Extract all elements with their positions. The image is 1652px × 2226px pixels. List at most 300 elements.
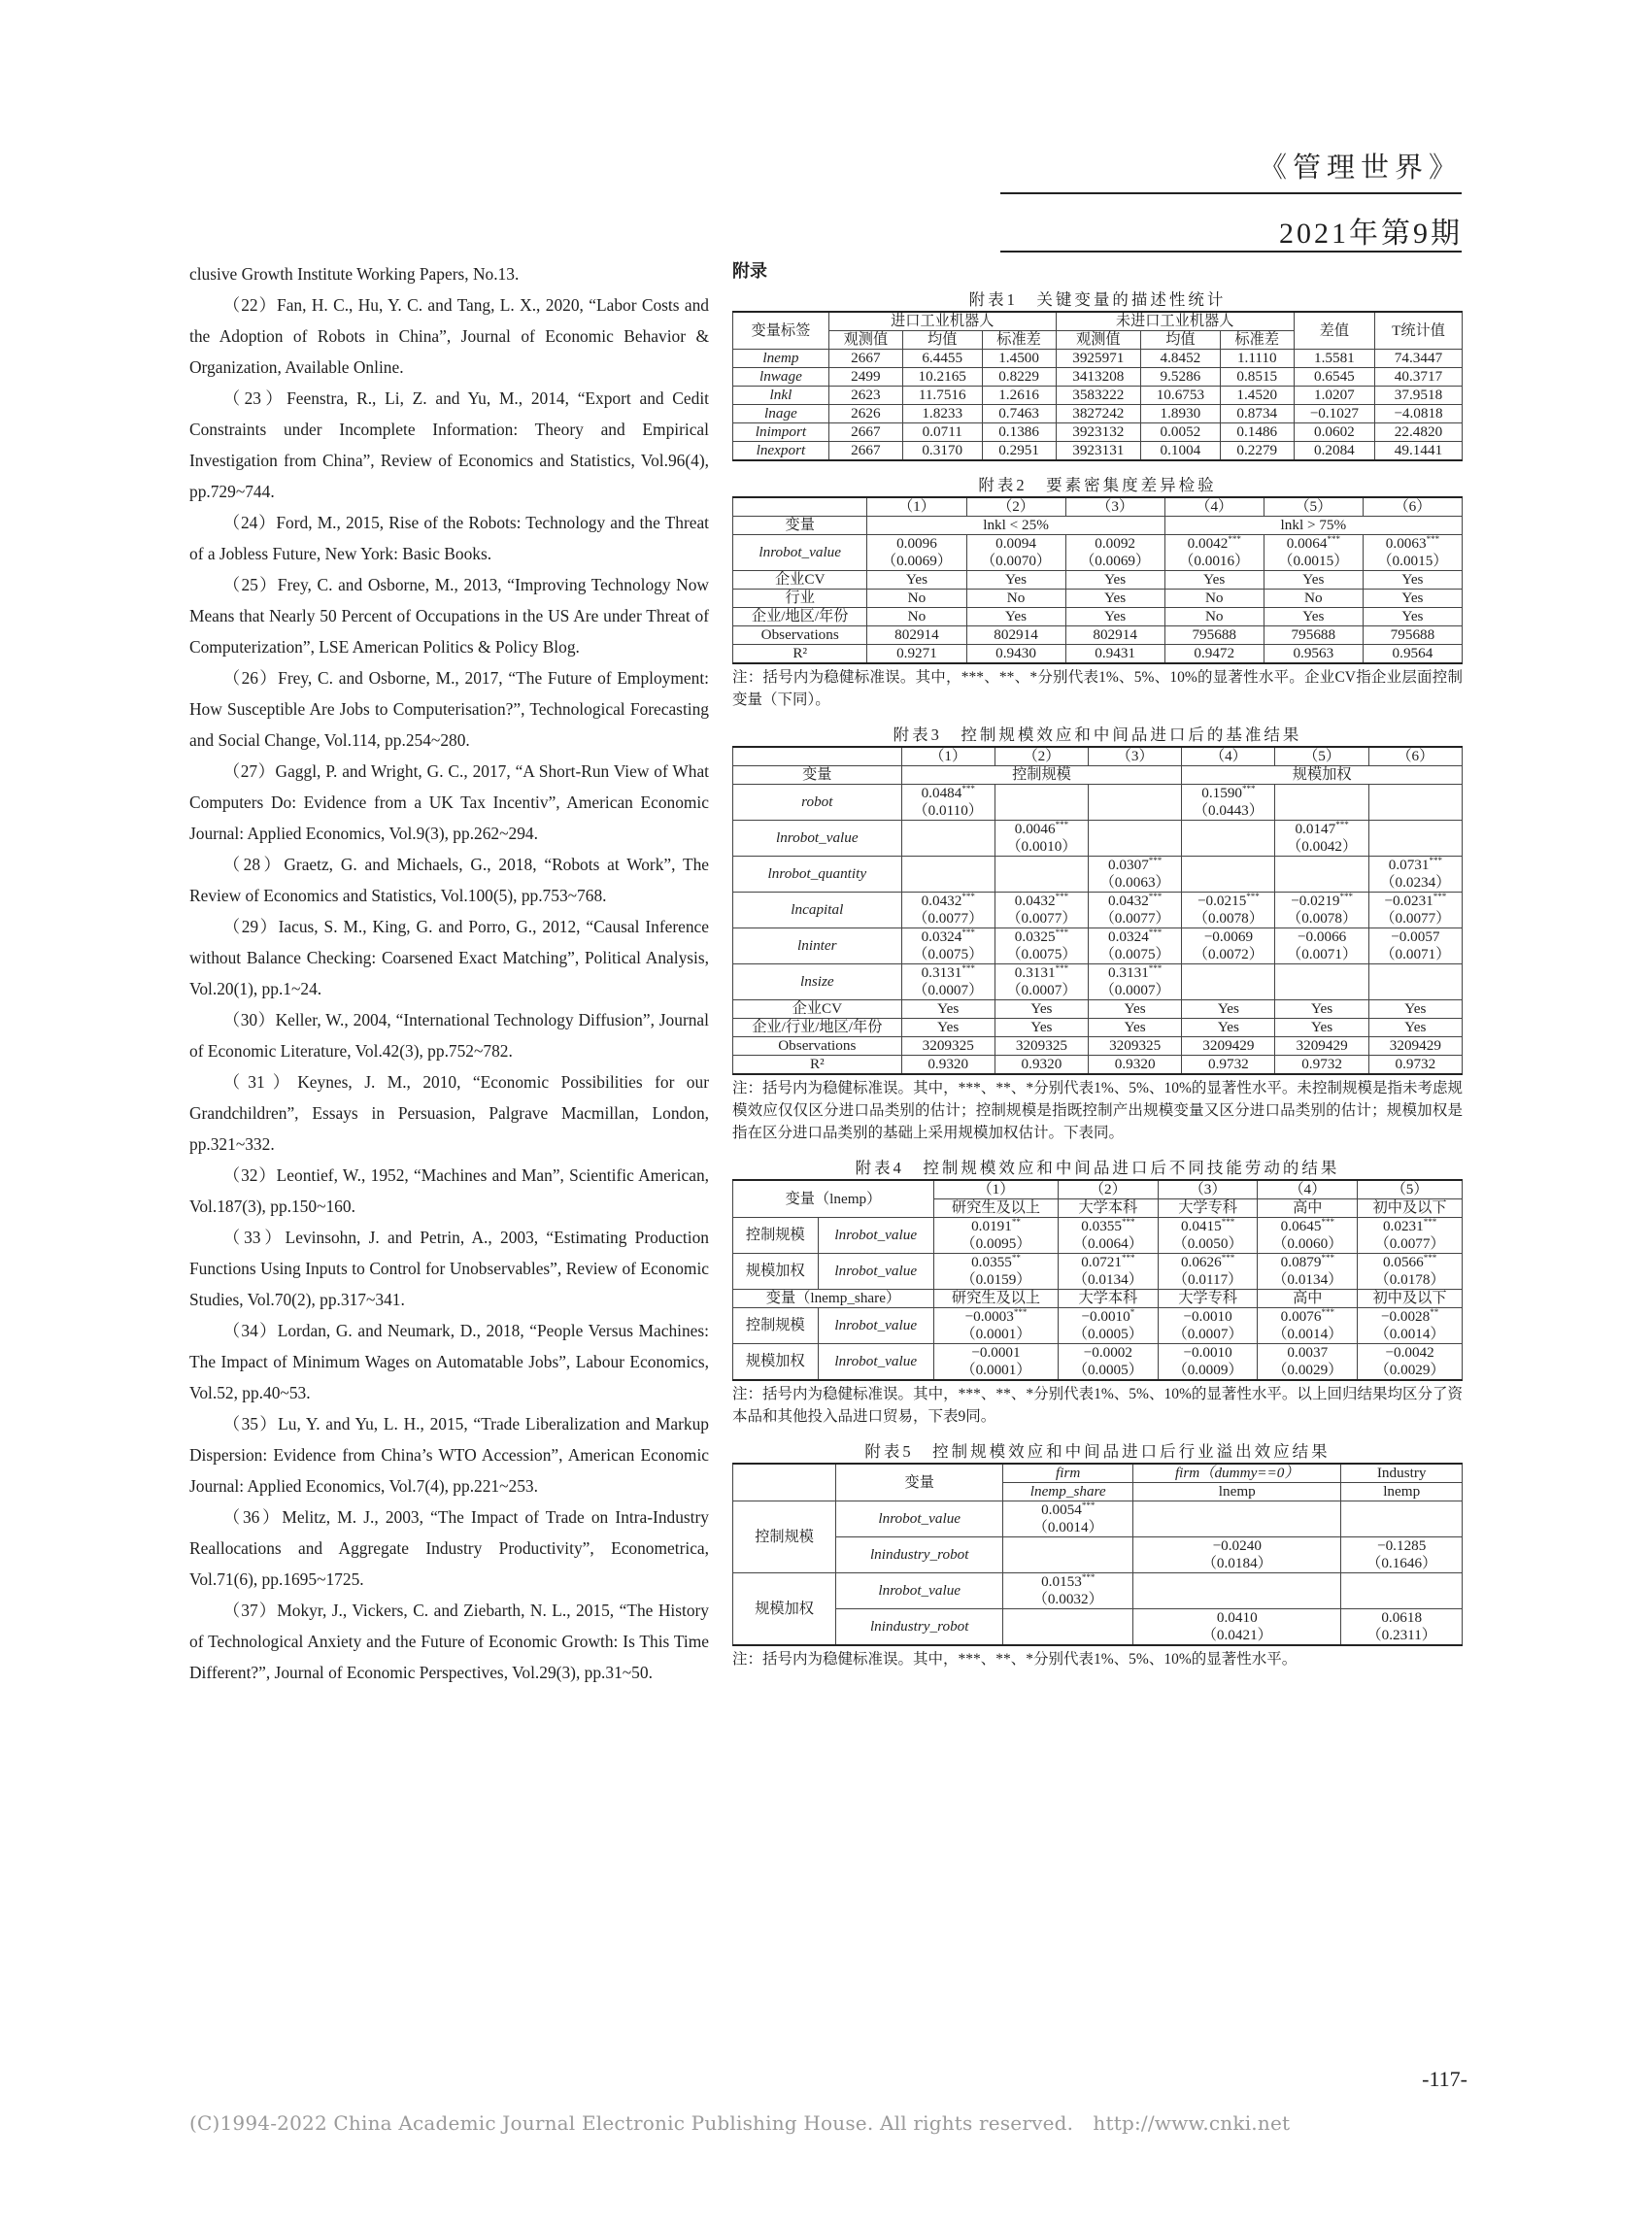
significance-stars: *** bbox=[1321, 1216, 1334, 1227]
coef-value: 0.0147 bbox=[1295, 821, 1336, 837]
coef-cell bbox=[1264, 535, 1363, 571]
reference-entry: （26）Frey, C. and Osborne, M., 2017, “The Future of Employment: How Susceptible Are Jobs to Computerisation?”, Technological Forecasting and Social Change, Vol.114, pp.254~280. bbox=[189, 668, 709, 750]
coef-value: 0.0076 bbox=[1280, 1308, 1322, 1325]
std-error: （0.0078） bbox=[1193, 910, 1264, 927]
table-row bbox=[733, 626, 1463, 645]
table-row bbox=[733, 1501, 1463, 1537]
appendix-table-5 bbox=[732, 1463, 1463, 1646]
coef-value: 0.0432 bbox=[921, 893, 962, 909]
column-number: （5） bbox=[1275, 747, 1368, 766]
reference-entry: （31）Keynes, J. M., 2010, “Economic Possibilities for our Grandchildren”, Essays in Persuasion, Palgrave Macmillan, London, pp.321~332. bbox=[189, 1072, 709, 1154]
coef-cell bbox=[1158, 1308, 1258, 1344]
table-note: 注：括号内为稳健标准误。其中，***、**、*分别代表1%、5%、10%的显著性水平。 bbox=[732, 1651, 1298, 1668]
coef-cell bbox=[1275, 928, 1368, 964]
appendix-table-4-section bbox=[732, 1158, 1463, 1428]
coef-value: −0.0028 bbox=[1380, 1308, 1431, 1325]
coef-cell bbox=[1275, 964, 1368, 1000]
coef-cell bbox=[1258, 1218, 1358, 1254]
variable-name: lnrobot_value bbox=[733, 535, 867, 571]
coef-cell bbox=[1341, 1537, 1463, 1573]
variable-name: lncapital bbox=[733, 893, 902, 928]
reference-entry: （29）Iacus, S. M., King, G. and Porro, G., 2012, “Causal Inference without Balance Checking: Coarsened Exact Matching”, Political Analysis, Vol.20(1), pp.1~24. bbox=[189, 917, 709, 998]
appendix-table-4 bbox=[732, 1179, 1463, 1381]
table-cell: 0.0602 bbox=[1294, 423, 1374, 442]
coef-cell bbox=[1182, 928, 1275, 964]
row-label: 行业 bbox=[733, 590, 867, 608]
std-error: （0.0064） bbox=[1072, 1235, 1143, 1252]
variable-name: lnsize bbox=[733, 964, 902, 1000]
coef-cell bbox=[1058, 1344, 1158, 1381]
reference-entry: （28）Graetz, G. and Michaels, G., 2018, “Robots at Work”, The Review of Economics and Statistics, Vol.100(5), pp.753~768. bbox=[189, 855, 709, 905]
std-error: （0.0015） bbox=[1377, 553, 1448, 569]
coef-cell bbox=[995, 857, 1088, 893]
table-row bbox=[733, 1254, 1463, 1290]
references-column bbox=[189, 258, 709, 1688]
table-cell: 0.8515 bbox=[1220, 368, 1294, 387]
coef-value: 0.0432 bbox=[1108, 893, 1149, 909]
table-cell: 0.1386 bbox=[982, 423, 1056, 442]
variable-name: lninter bbox=[733, 928, 902, 964]
table-cell: No bbox=[1164, 590, 1264, 608]
table-cell: 0.6545 bbox=[1294, 368, 1374, 387]
std-error: （0.0042） bbox=[1287, 838, 1358, 855]
table-cell: 1.8930 bbox=[1141, 405, 1221, 423]
table-header-row bbox=[733, 747, 1463, 766]
table-cell: 3209429 bbox=[1368, 1037, 1462, 1056]
table-row bbox=[733, 405, 1463, 423]
coef-cell bbox=[995, 821, 1088, 857]
coef-cell bbox=[867, 535, 966, 571]
variable-name: lnimport bbox=[733, 423, 829, 442]
std-error: （0.0110） bbox=[913, 802, 983, 819]
coef-value: 0.0092 bbox=[1095, 535, 1136, 552]
table-cell: 0.9271 bbox=[867, 645, 966, 664]
table-cell: 0.0711 bbox=[902, 423, 982, 442]
std-error: （0.0443） bbox=[1193, 802, 1264, 819]
table-cell: Yes bbox=[1264, 608, 1363, 626]
table-cell: No bbox=[867, 590, 966, 608]
table-group-row bbox=[733, 517, 1463, 535]
table-cell: 9.5286 bbox=[1141, 368, 1221, 387]
significance-stars: *** bbox=[1429, 855, 1442, 865]
std-error: （0.0015） bbox=[1278, 553, 1349, 569]
row-label: 企业CV bbox=[733, 571, 867, 590]
table-row bbox=[733, 608, 1463, 626]
std-error: （0.0014） bbox=[1272, 1326, 1343, 1342]
table-row bbox=[733, 368, 1463, 387]
std-error: （0.0078） bbox=[1287, 910, 1358, 927]
coef-cell bbox=[901, 785, 995, 821]
coef-cell bbox=[995, 964, 1088, 1000]
group-label: 规模加权 bbox=[733, 1254, 819, 1290]
std-error: （0.0032） bbox=[1032, 1591, 1103, 1607]
significance-stars: *** bbox=[1081, 1500, 1096, 1510]
row-label: 企业CV bbox=[733, 1000, 902, 1019]
coef-value: 0.0191 bbox=[971, 1218, 1012, 1234]
coef-cell bbox=[933, 1218, 1058, 1254]
significance-stars: *** bbox=[1423, 1216, 1437, 1227]
column-number: （3） bbox=[1089, 747, 1182, 766]
coef-cell bbox=[1258, 1344, 1358, 1381]
table-cell: 1.1110 bbox=[1220, 350, 1294, 368]
table-cell: 0.9732 bbox=[1368, 1056, 1462, 1075]
table-row bbox=[733, 785, 1463, 821]
variable-name: lnrobot_value bbox=[818, 1218, 933, 1254]
table-cell: 1.8233 bbox=[902, 405, 982, 423]
header-cell: T统计值 bbox=[1374, 312, 1462, 350]
table-header-row bbox=[733, 497, 1463, 517]
variable-name: robot bbox=[733, 785, 902, 821]
reference-entry: （25）Frey, C. and Osborne, M., 2013, “Improving Technology Now Means that Nearly 50 Percent of Occupations in the US Are under Threat of Computerization”, LSE American Politics & Policy Blog. bbox=[189, 575, 709, 657]
header-cell: 标准差 bbox=[1220, 331, 1294, 350]
coef-cell bbox=[995, 785, 1088, 821]
std-error: （0.0077） bbox=[1374, 1235, 1445, 1252]
appendix-table-5-section bbox=[732, 1441, 1463, 1670]
column-number: （6） bbox=[1368, 747, 1462, 766]
header-cell: 均值 bbox=[1141, 331, 1221, 350]
education-level: 研究生及以上 bbox=[933, 1199, 1058, 1218]
coef-value: 0.0731 bbox=[1388, 857, 1430, 873]
table-group-row bbox=[733, 766, 1463, 785]
table-cell: 3583222 bbox=[1056, 387, 1140, 405]
coef-cell bbox=[1358, 1218, 1463, 1254]
table-cell: Yes bbox=[1275, 1019, 1368, 1037]
coef-value: 0.0484 bbox=[921, 785, 962, 801]
coef-value: 0.0645 bbox=[1280, 1218, 1322, 1234]
header-cell: 变量（lnemp_share） bbox=[733, 1290, 934, 1308]
table-cell: Yes bbox=[995, 1000, 1088, 1019]
table-cell: −0.1027 bbox=[1294, 405, 1374, 423]
significance-stars: *** bbox=[1121, 1252, 1135, 1263]
table-caption: 附表3 控制规模效应和中间品进口后的基准结果 bbox=[893, 725, 1302, 744]
coef-cell bbox=[1368, 893, 1462, 928]
std-error: （0.0134） bbox=[1272, 1271, 1343, 1288]
coef-value: −0.0215 bbox=[1197, 893, 1247, 909]
significance-stars: *** bbox=[1423, 1252, 1437, 1263]
coef-cell bbox=[1003, 1537, 1133, 1573]
coef-cell bbox=[1258, 1308, 1358, 1344]
variable-name: lnrobot_value bbox=[836, 1573, 1003, 1609]
std-error: （0.0007） bbox=[1006, 982, 1077, 998]
coef-value: 0.0064 bbox=[1286, 535, 1328, 552]
column-number: （6） bbox=[1363, 497, 1462, 517]
significance-stars: *** bbox=[1148, 962, 1163, 973]
variable-name: lnrobot_value bbox=[836, 1501, 1003, 1537]
group-label: lnkl < 25% bbox=[867, 517, 1164, 535]
appendix-column bbox=[732, 258, 1463, 1684]
significance-stars: *** bbox=[1148, 855, 1163, 865]
coef-value: −0.0003 bbox=[964, 1308, 1014, 1325]
coef-value: 0.0063 bbox=[1385, 535, 1427, 552]
std-error: （0.0005） bbox=[1072, 1326, 1143, 1342]
table-cell: 0.2951 bbox=[982, 442, 1056, 461]
column-number: （5） bbox=[1264, 497, 1363, 517]
table-row bbox=[733, 1037, 1463, 1056]
significance-stars: *** bbox=[1148, 891, 1163, 901]
coef-cell bbox=[1358, 1254, 1463, 1290]
significance-stars: *** bbox=[1228, 533, 1241, 544]
appendix-table-1-section bbox=[732, 289, 1463, 461]
page-number: -117- bbox=[1422, 2067, 1467, 2091]
header-rule-bottom bbox=[1000, 251, 1462, 253]
table-cell: 3923131 bbox=[1056, 442, 1140, 461]
coef-cell bbox=[1065, 535, 1164, 571]
table-cell: Yes bbox=[1164, 571, 1264, 590]
table-cell: 0.8229 bbox=[982, 368, 1056, 387]
coef-value: −0.0219 bbox=[1291, 893, 1340, 909]
appendix-table-1 bbox=[732, 311, 1463, 461]
significance-stars: *** bbox=[1426, 533, 1440, 544]
group-label: 规模加权 bbox=[733, 1344, 819, 1381]
table-row bbox=[733, 1019, 1463, 1037]
group-label: 规模加权 bbox=[733, 1573, 836, 1646]
significance-stars: *** bbox=[1055, 962, 1069, 973]
coef-value: 0.0566 bbox=[1382, 1254, 1424, 1270]
education-level: 初中及以下 bbox=[1358, 1199, 1463, 1218]
table-cell: 10.6753 bbox=[1141, 387, 1221, 405]
coef-cell bbox=[1089, 821, 1182, 857]
coef-cell bbox=[933, 1308, 1058, 1344]
coef-cell bbox=[1275, 857, 1368, 893]
education-level: 大学本科 bbox=[1058, 1290, 1158, 1308]
table-row bbox=[733, 387, 1463, 405]
coef-cell bbox=[1089, 964, 1182, 1000]
appendix-table-3-section bbox=[732, 725, 1463, 1144]
coef-cell bbox=[1164, 535, 1264, 571]
table-row bbox=[733, 1000, 1463, 1019]
coef-value: 0.0355 bbox=[971, 1254, 1012, 1270]
std-error: （0.0050） bbox=[1172, 1235, 1243, 1252]
table-note: 注：括号内为稳健标准误。其中，***、**、*分别代表1%、5%、10%的显著性水平。未控制规模是指未考虑规模效应仅仅区分进口品类别的估计；控制规模是指既控制产出规模变量又区分进口品类别的估计；规模加权是指在区分进口品类别的基础上采用规模加权估计。下表同。 bbox=[732, 1080, 1463, 1141]
coef-value: 0.3131 bbox=[1014, 964, 1056, 981]
coef-cell bbox=[1341, 1573, 1463, 1609]
std-error: （0.0072） bbox=[1193, 946, 1264, 962]
coef-cell bbox=[995, 928, 1088, 964]
significance-stars: *** bbox=[961, 962, 975, 973]
coef-value: 0.3131 bbox=[921, 964, 962, 981]
table-cell: 2499 bbox=[828, 368, 902, 387]
coef-cell bbox=[1003, 1573, 1133, 1609]
coef-value: 0.0042 bbox=[1187, 535, 1229, 552]
reference-entry: （35）Lu, Y. and Yu, L. H., 2015, “Trade Liberalization and Markup Dispersion: Evidence from China’s WTO Accession”, American Economic Journal: Applied Economics, Vol.7(4), pp.221~253. bbox=[189, 1414, 709, 1496]
table-cell: 2667 bbox=[828, 350, 902, 368]
significance-stars: *** bbox=[1339, 891, 1354, 901]
table-cell: No bbox=[966, 590, 1065, 608]
table-cell: 0.1004 bbox=[1141, 442, 1221, 461]
table-cell: 802914 bbox=[1065, 626, 1164, 645]
column-number: （1） bbox=[901, 747, 995, 766]
table-cell: Yes bbox=[966, 571, 1065, 590]
coef-value: 0.0307 bbox=[1108, 857, 1149, 873]
coef-value: −0.0010 bbox=[1183, 1344, 1232, 1361]
coef-value: −0.0066 bbox=[1297, 928, 1347, 945]
std-error: （0.0007） bbox=[1172, 1326, 1243, 1342]
coef-value: −0.0002 bbox=[1083, 1344, 1132, 1361]
coef-cell bbox=[1089, 785, 1182, 821]
coef-cell bbox=[1158, 1218, 1258, 1254]
std-error: （0.0001） bbox=[961, 1326, 1031, 1342]
table-row bbox=[733, 423, 1463, 442]
std-error: （0.0077） bbox=[913, 910, 984, 927]
table-row bbox=[733, 857, 1463, 893]
table-cell: Yes bbox=[1363, 608, 1462, 626]
std-error: （0.0178） bbox=[1374, 1271, 1445, 1288]
table-row bbox=[733, 964, 1463, 1000]
coef-cell bbox=[1368, 821, 1462, 857]
table-cell: 6.4455 bbox=[902, 350, 982, 368]
table-cell: −4.0818 bbox=[1374, 405, 1462, 423]
std-error: （0.0095） bbox=[961, 1235, 1031, 1252]
std-error: （0.0075） bbox=[1099, 946, 1170, 962]
coef-value: 0.0153 bbox=[1041, 1573, 1082, 1590]
table-cell: Yes bbox=[966, 608, 1065, 626]
coef-value: 0.0879 bbox=[1280, 1254, 1322, 1270]
table-cell: 0.9320 bbox=[901, 1056, 995, 1075]
table-cell: Yes bbox=[1182, 1019, 1275, 1037]
table-row bbox=[733, 1308, 1463, 1344]
significance-stars: *** bbox=[1242, 783, 1256, 793]
std-error: （0.1646） bbox=[1366, 1555, 1437, 1571]
significance-stars: *** bbox=[1221, 1216, 1235, 1227]
coef-value: 0.0721 bbox=[1081, 1254, 1122, 1270]
row-label: R² bbox=[733, 1056, 902, 1075]
coef-cell bbox=[1341, 1501, 1463, 1537]
column-number: （3） bbox=[1065, 497, 1164, 517]
variable-name: lnrobot_value bbox=[733, 821, 902, 857]
header-cell: Industry bbox=[1341, 1464, 1463, 1483]
significance-stars: *** bbox=[961, 891, 975, 901]
std-error: （0.0134） bbox=[1072, 1271, 1143, 1288]
table-cell: 10.2165 bbox=[902, 368, 982, 387]
table-caption: 附表1 关键变量的描述性统计 bbox=[968, 290, 1227, 309]
reference-entry: （22）Fan, H. C., Hu, Y. C. and Tang, L. X., 2020, “Labor Costs and the Adoption of Robots in China”, Journal of Economic Behavior & Organization, Available Online. bbox=[189, 295, 709, 377]
coef-value: 0.0618 bbox=[1381, 1609, 1423, 1626]
row-label: R² bbox=[733, 645, 867, 664]
education-level: 研究生及以上 bbox=[933, 1290, 1058, 1308]
std-error: （0.0071） bbox=[1287, 946, 1358, 962]
row-label: 企业/地区/年份 bbox=[733, 608, 867, 626]
table-cell: 49.1441 bbox=[1374, 442, 1462, 461]
significance-stars: *** bbox=[1321, 1306, 1334, 1317]
table-cell: 3413208 bbox=[1056, 368, 1140, 387]
coef-value: −0.1285 bbox=[1377, 1537, 1427, 1554]
significance-stars: ** bbox=[1011, 1216, 1021, 1227]
table-cell: 3925971 bbox=[1056, 350, 1140, 368]
significance-stars: *** bbox=[1327, 533, 1340, 544]
coef-value: 0.0094 bbox=[995, 535, 1036, 552]
table-cell: 22.4820 bbox=[1374, 423, 1462, 442]
significance-stars: *** bbox=[1013, 1306, 1028, 1317]
column-number: （1） bbox=[867, 497, 966, 517]
header-cell: lnemp_share bbox=[1003, 1483, 1133, 1501]
coef-cell bbox=[1368, 857, 1462, 893]
std-error: （0.0060） bbox=[1272, 1235, 1343, 1252]
std-error: （0.0014） bbox=[1032, 1519, 1103, 1535]
std-error: （0.0077） bbox=[1099, 910, 1170, 927]
coef-cell bbox=[1058, 1254, 1158, 1290]
table-note: 注：括号内为稳健标准误。其中，***、**、*分别代表1%、5%、10%的显著性水平。以上回归结果均区分了资本品和其他投入品进口贸易，下表9同。 bbox=[732, 1386, 1463, 1425]
column-number: （4） bbox=[1182, 747, 1275, 766]
coef-value: 0.0096 bbox=[896, 535, 937, 552]
table-cell: 0.8734 bbox=[1220, 405, 1294, 423]
reference-entry: clusive Growth Institute Working Papers, No.13. bbox=[189, 264, 520, 284]
table-cell: Yes bbox=[1065, 571, 1164, 590]
table-cell: 74.3447 bbox=[1374, 350, 1462, 368]
table-row bbox=[733, 1344, 1463, 1381]
coef-cell bbox=[901, 964, 995, 1000]
education-level: 初中及以下 bbox=[1358, 1290, 1463, 1308]
group-label: 控制规模 bbox=[733, 1218, 819, 1254]
appendix-table-2 bbox=[732, 496, 1463, 664]
table-cell: 4.8452 bbox=[1141, 350, 1221, 368]
coef-cell bbox=[1258, 1254, 1358, 1290]
coef-cell bbox=[1182, 821, 1275, 857]
header-cell bbox=[733, 747, 902, 766]
reference-entry: （34）Lordan, G. and Neumark, D., 2018, “People Versus Machines: The Impact of Minimum Wages on Automatable Jobs”, Labour Economics, Vol.52, pp.40~53. bbox=[189, 1321, 709, 1402]
table-row bbox=[733, 1218, 1463, 1254]
column-number: （2） bbox=[966, 497, 1065, 517]
std-error: （0.0071） bbox=[1380, 946, 1451, 962]
table-row bbox=[733, 645, 1463, 664]
table-cell: Yes bbox=[1368, 1019, 1462, 1037]
coef-cell bbox=[1341, 1609, 1463, 1646]
header-cell bbox=[733, 497, 867, 517]
std-error: （0.0075） bbox=[1006, 946, 1077, 962]
table-row bbox=[733, 928, 1463, 964]
table-cell: 0.7463 bbox=[982, 405, 1056, 423]
coef-cell bbox=[1133, 1609, 1341, 1646]
coef-value: 0.0432 bbox=[1014, 893, 1056, 909]
coef-cell bbox=[1368, 928, 1462, 964]
significance-stars: ** bbox=[1011, 1252, 1021, 1263]
std-error: （0.0005） bbox=[1072, 1362, 1143, 1378]
table-cell: Yes bbox=[1363, 571, 1462, 590]
header-cell bbox=[733, 1464, 836, 1501]
table-cell: 0.9320 bbox=[1089, 1056, 1182, 1075]
table-row bbox=[733, 893, 1463, 928]
coef-cell bbox=[1058, 1308, 1158, 1344]
table-cell: 1.2616 bbox=[982, 387, 1056, 405]
coef-cell bbox=[1358, 1344, 1463, 1381]
std-error: （0.0077） bbox=[1006, 910, 1077, 927]
coef-value: −0.0001 bbox=[971, 1344, 1021, 1361]
header-cell: 均值 bbox=[902, 331, 982, 350]
group-label: 控制规模 bbox=[901, 766, 1182, 785]
table-cell: 1.5581 bbox=[1294, 350, 1374, 368]
table-cell: 795688 bbox=[1363, 626, 1462, 645]
table-header-row bbox=[733, 1180, 1463, 1199]
coef-value: 0.0324 bbox=[1108, 928, 1149, 945]
table-cell: 0.3170 bbox=[902, 442, 982, 461]
table-cell: Yes bbox=[901, 1019, 995, 1037]
table-cell: 0.9320 bbox=[995, 1056, 1088, 1075]
coef-cell bbox=[1133, 1573, 1341, 1609]
table-cell: Yes bbox=[1275, 1000, 1368, 1019]
table-cell: 3827242 bbox=[1056, 405, 1140, 423]
table-cell: 0.9732 bbox=[1275, 1056, 1368, 1075]
reference-entry: （37）Mokyr, J., Vickers, C. and Ziebarth, N. L., 2015, “The History of Technological Anxiety and the Future of Economic Growth: Is This Time Different?”, Journal of Economic Perspectives, Vol.29(3), pp.31~50. bbox=[189, 1601, 709, 1682]
std-error: （0.0159） bbox=[961, 1271, 1031, 1288]
table-header-row bbox=[733, 1290, 1463, 1308]
column-number: （4） bbox=[1164, 497, 1264, 517]
table-row bbox=[733, 571, 1463, 590]
coef-cell bbox=[1182, 857, 1275, 893]
table-cell: 3209325 bbox=[901, 1037, 995, 1056]
table-cell: Yes bbox=[867, 571, 966, 590]
reference-entry: （33）Levinsohn, J. and Petrin, A., 2003, “Estimating Production Functions Using Inputs to Control for Unobservables”, Review of Economic Studies, Vol.70(2), pp.317~341. bbox=[189, 1228, 709, 1309]
table-cell: 1.4520 bbox=[1220, 387, 1294, 405]
table-cell: 3209325 bbox=[1089, 1037, 1182, 1056]
